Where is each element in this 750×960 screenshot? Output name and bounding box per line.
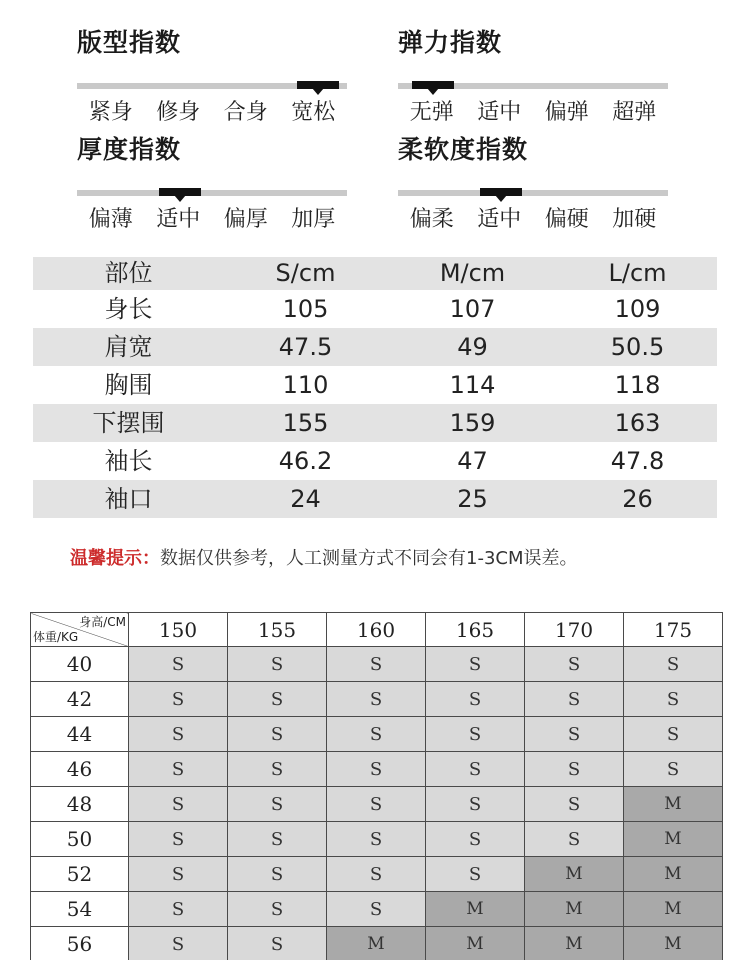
size-cell: S	[129, 927, 228, 960]
value-cell: 49	[457, 333, 488, 361]
table-row	[33, 442, 717, 480]
thickness-index-option: 偏薄	[88, 207, 133, 232]
value-cell: 107	[449, 295, 496, 323]
height-cell: 160	[327, 613, 426, 647]
size-cell: S	[228, 682, 327, 717]
fit-index-option: 紧身	[88, 100, 133, 125]
table-row	[33, 328, 717, 366]
size-cell: M	[426, 927, 525, 960]
size-cell: S	[327, 787, 426, 822]
size-cell: S	[426, 647, 525, 682]
size-cell: S	[228, 717, 327, 752]
table-row	[31, 927, 723, 960]
weight-cell: 44	[31, 717, 129, 752]
size-cell: S	[129, 892, 228, 927]
table-row	[31, 647, 723, 682]
height-axis-label: 身高/CM	[79, 615, 126, 629]
softness-index-marker	[480, 188, 522, 196]
height-cell: 175	[624, 613, 723, 647]
value-cell: 163	[614, 409, 661, 437]
thickness-index-option: 加厚	[291, 207, 336, 232]
size-table-header	[33, 257, 717, 290]
size-cell: S	[129, 682, 228, 717]
size-cell: M	[624, 857, 723, 892]
softness-index-option: 适中	[477, 207, 522, 232]
size-cell: M	[525, 892, 624, 927]
table-row	[31, 787, 723, 822]
size-cell: S	[129, 822, 228, 857]
size-cell: S	[228, 752, 327, 787]
elasticity-index-option: 超弹	[612, 100, 657, 125]
size-cell: S	[327, 822, 426, 857]
height-header-row	[31, 613, 723, 647]
weight-cell: 52	[31, 857, 129, 892]
reminder-text: 数据仅供参考，人工测量方式不同会有1-3CM误差。	[160, 548, 578, 569]
part-cell: 下摆围	[92, 409, 165, 437]
size-cell: S	[426, 822, 525, 857]
size-cell: M	[426, 892, 525, 927]
size-cell: S	[129, 647, 228, 682]
weight-cell: 54	[31, 892, 129, 927]
fit-index-option: 合身	[223, 100, 268, 125]
size-cell: M	[624, 822, 723, 857]
size-cell: S	[327, 647, 426, 682]
softness-index-option: 偏硬	[544, 207, 589, 232]
size-cell: S	[129, 787, 228, 822]
table-row	[33, 480, 717, 518]
value-cell: 50.5	[610, 333, 665, 361]
value-cell: 109	[614, 295, 661, 323]
weight-cell: 42	[31, 682, 129, 717]
value-cell: 46.2	[278, 447, 333, 475]
part-cell: 身长	[104, 295, 153, 323]
fit-index-option: 宽松	[291, 100, 336, 125]
size-cell: S	[426, 787, 525, 822]
elasticity-index-marker	[412, 81, 454, 89]
size-cell: M	[525, 857, 624, 892]
thickness-index	[77, 132, 347, 238]
height-cell: 150	[129, 613, 228, 647]
size-cell: S	[525, 682, 624, 717]
table-row	[33, 404, 717, 442]
softness-index-option: 加硬	[612, 207, 657, 232]
fit-index-track	[77, 83, 347, 89]
table-row	[31, 682, 723, 717]
weight-axis-label: 体重/KG	[33, 630, 79, 644]
size-cell: S	[129, 857, 228, 892]
part-cell: 肩宽	[104, 333, 153, 361]
value-cell: 25	[457, 485, 488, 513]
elasticity-index-track	[398, 83, 668, 89]
size-cell: M	[624, 787, 723, 822]
height-cell: 165	[426, 613, 525, 647]
size-cell: S	[129, 717, 228, 752]
measurement-reminder	[70, 544, 578, 574]
size-cell: S	[327, 717, 426, 752]
thickness-index-option: 偏厚	[223, 207, 268, 232]
size-cell: S	[525, 787, 624, 822]
header-cell: M/cm	[439, 259, 506, 287]
value-cell: 24	[290, 485, 321, 513]
size-cell: S	[327, 857, 426, 892]
value-cell: 110	[282, 371, 329, 399]
table-row	[33, 290, 717, 328]
size-recommendation-grid	[30, 612, 723, 960]
size-cell: S	[228, 647, 327, 682]
size-cell: S	[525, 717, 624, 752]
thickness-index-title: 厚度指数	[77, 135, 182, 164]
table-row	[31, 752, 723, 787]
size-cell: S	[624, 717, 723, 752]
softness-index	[398, 132, 668, 238]
weight-cell: 48	[31, 787, 129, 822]
value-cell: 47.5	[278, 333, 333, 361]
fit-index-title: 版型指数	[77, 28, 182, 57]
size-cell: S	[129, 752, 228, 787]
elasticity-index	[398, 25, 668, 131]
value-cell: 26	[622, 485, 653, 513]
fit-index-option: 修身	[156, 100, 201, 125]
size-cell: S	[624, 752, 723, 787]
size-cell: S	[426, 717, 525, 752]
value-cell: 105	[282, 295, 329, 323]
table-row	[31, 822, 723, 857]
header-cell: S/cm	[275, 259, 336, 287]
size-cell: S	[426, 857, 525, 892]
table-row	[31, 857, 723, 892]
thickness-index-option: 适中	[156, 207, 201, 232]
value-cell: 118	[614, 371, 661, 399]
size-cell: S	[525, 752, 624, 787]
size-cell: S	[525, 647, 624, 682]
thickness-index-track	[77, 190, 347, 196]
value-cell: 155	[282, 409, 329, 437]
size-cell: S	[525, 822, 624, 857]
height-cell: 155	[228, 613, 327, 647]
table-row	[31, 717, 723, 752]
size-cell: S	[228, 857, 327, 892]
size-cell: M	[624, 927, 723, 960]
elasticity-index-option: 适中	[477, 100, 522, 125]
size-cell: S	[327, 892, 426, 927]
part-cell: 袖口	[104, 485, 153, 513]
size-cell: S	[228, 892, 327, 927]
reminder-label: 温馨提示：	[70, 548, 160, 569]
size-cell: S	[228, 927, 327, 960]
size-cell: S	[624, 682, 723, 717]
size-cell: S	[426, 682, 525, 717]
weight-cell: 40	[31, 647, 129, 682]
header-cell: L/cm	[608, 259, 667, 287]
size-cell: S	[228, 787, 327, 822]
weight-cell: 46	[31, 752, 129, 787]
size-table	[33, 257, 717, 518]
fit-index-marker	[297, 81, 339, 89]
softness-index-track	[398, 190, 668, 196]
value-cell: 114	[449, 371, 496, 399]
height-cell: 170	[525, 613, 624, 647]
part-cell: 胸围	[104, 371, 153, 399]
elasticity-index-title: 弹力指数	[398, 28, 503, 57]
table-row	[33, 366, 717, 404]
header-cell: 部位	[104, 259, 153, 287]
corner-cell	[31, 613, 129, 647]
softness-index-title: 柔软度指数	[398, 135, 529, 164]
value-cell: 47.8	[610, 447, 665, 475]
size-cell: S	[327, 752, 426, 787]
elasticity-index-option: 偏弹	[544, 100, 589, 125]
size-cell: M	[624, 892, 723, 927]
size-cell: S	[624, 647, 723, 682]
size-cell: M	[327, 927, 426, 960]
size-cell: S	[228, 822, 327, 857]
fit-index	[77, 25, 347, 131]
size-cell: S	[426, 752, 525, 787]
thickness-index-marker	[159, 188, 201, 196]
value-cell: 47	[457, 447, 488, 475]
softness-index-option: 偏柔	[409, 207, 454, 232]
weight-cell: 50	[31, 822, 129, 857]
weight-cell: 56	[31, 927, 129, 960]
value-cell: 159	[449, 409, 496, 437]
table-row	[31, 892, 723, 927]
elasticity-index-option: 无弹	[409, 100, 454, 125]
size-cell: S	[327, 682, 426, 717]
size-cell: M	[525, 927, 624, 960]
part-cell: 袖长	[104, 447, 153, 475]
